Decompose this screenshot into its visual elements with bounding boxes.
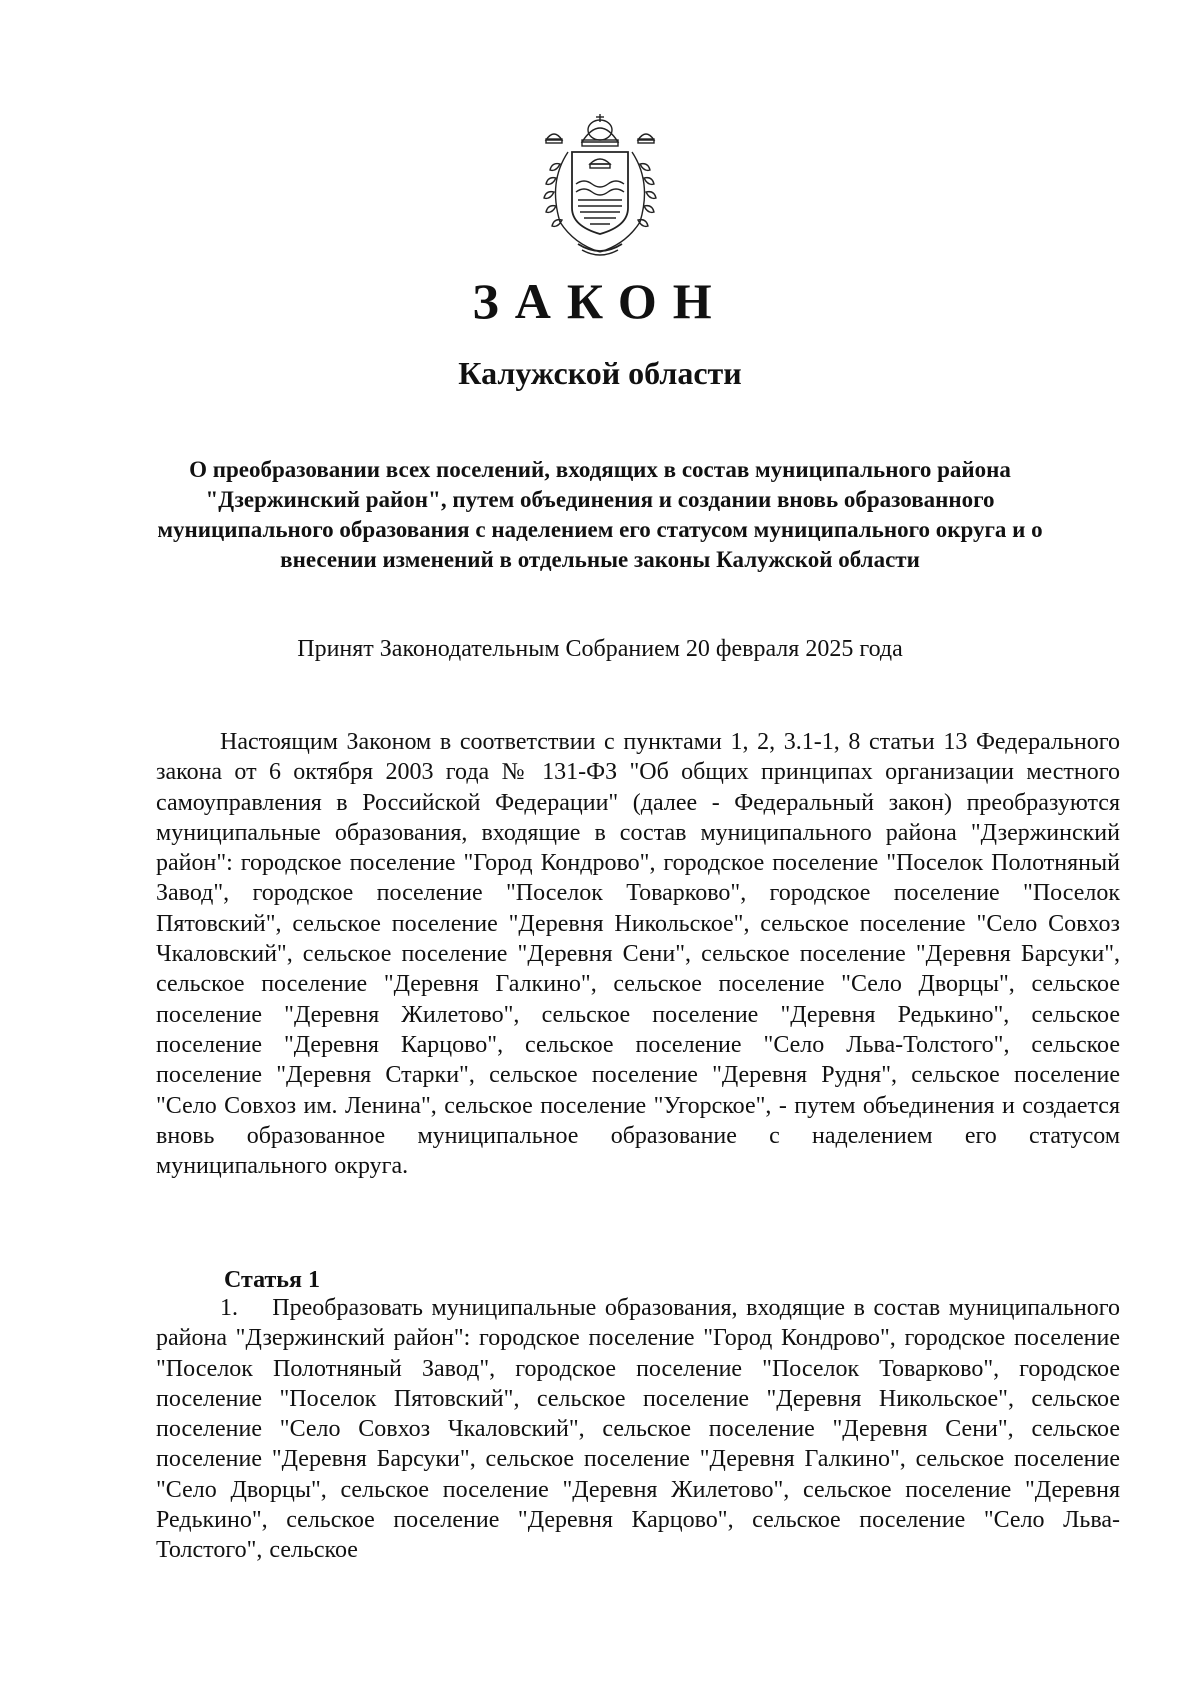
- article-1-heading: Статья 1: [224, 1267, 320, 1293]
- article-1-item-number: 1.: [220, 1295, 238, 1321]
- kaluga-region-coat-of-arms-icon: [538, 112, 662, 260]
- adoption-line: Принят Законодательным Собранием 20 февраля 2025 года: [297, 636, 903, 662]
- preamble-paragraph: Настоящим Законом в соответствии с пунктами 1, 2, 3.1-1, 8 статьи 13 Федерального закона от 6 октября 2003 года № 131-ФЗ "Об общих принципах организации местного самоуправления в Российской Федерации" (далее - Федеральный закон) преобразуются муниципальные образования, входящие в состав муниципального района "Дзержинский район": городское поселение "Город Кондрово", городское поселение "Поселок Полотняный Завод", городское поселение "Поселок Товарково", городское поселение "Поселок Пятовский", сельское поселение "Деревня Никольское", сельское поселение "Село Совхоз Чкаловский", сельское поселение "Деревня Сени", сельское поселение "Деревня Барсуки", сельское поселение "Деревня Галкино", сельское поселение "Село Дворцы", сельское поселение "Деревня Жилетово", сельское поселение "Деревня Редькино", сельское поселение "Деревня Карцово", сельское поселение "Село Льва-Толстого", сельское поселение "Деревня Старки", сельское поселение "Деревня Рудня", сельское поселение "Село Совхоз им. Ленина", сельское поселение "Угорское", - путем объединения и создается вновь образованное муниципальное образование с наделением его статусом муниципального округа.: [156, 729, 1120, 1180]
- law-subtitle: Калужской области: [458, 355, 742, 391]
- article-1-item-text: Преобразовать муниципальные образования, входящие в состав муниципального района "Дзержинский район": городское поселение "Город Кондрово", городское поселение "Поселок Полотняный Завод", городское поселение "Поселок Товарково", городское поселение "Поселок Пятовский", сельское поселение "Деревня Никольское", сельское поселение "Село Совхоз Чкаловский", сельское поселение "Деревня Сени", сельское поселение "Деревня Барсуки", сельское поселение "Деревня Галкино", сельское поселение "Село Дворцы", сельское поселение "Деревня Жилетово", сельское поселение "Деревня Редькино", сельское поселение "Деревня Карцово", сельское поселение "Село Льва-Толстого", сельское: [156, 1295, 1121, 1564]
- law-name: О преобразовании всех поселений, входящих в состав муниципального района "Дзержинский район", путем объединения и создании вновь образованного муниципального образования с наделением его статусом муниципального округа и о внесении изменений в отдельные законы Калужской области: [157, 457, 1043, 572]
- law-title: ЗАКОН: [472, 273, 728, 329]
- article-1-paragraph-1: [156, 1293, 1120, 1566]
